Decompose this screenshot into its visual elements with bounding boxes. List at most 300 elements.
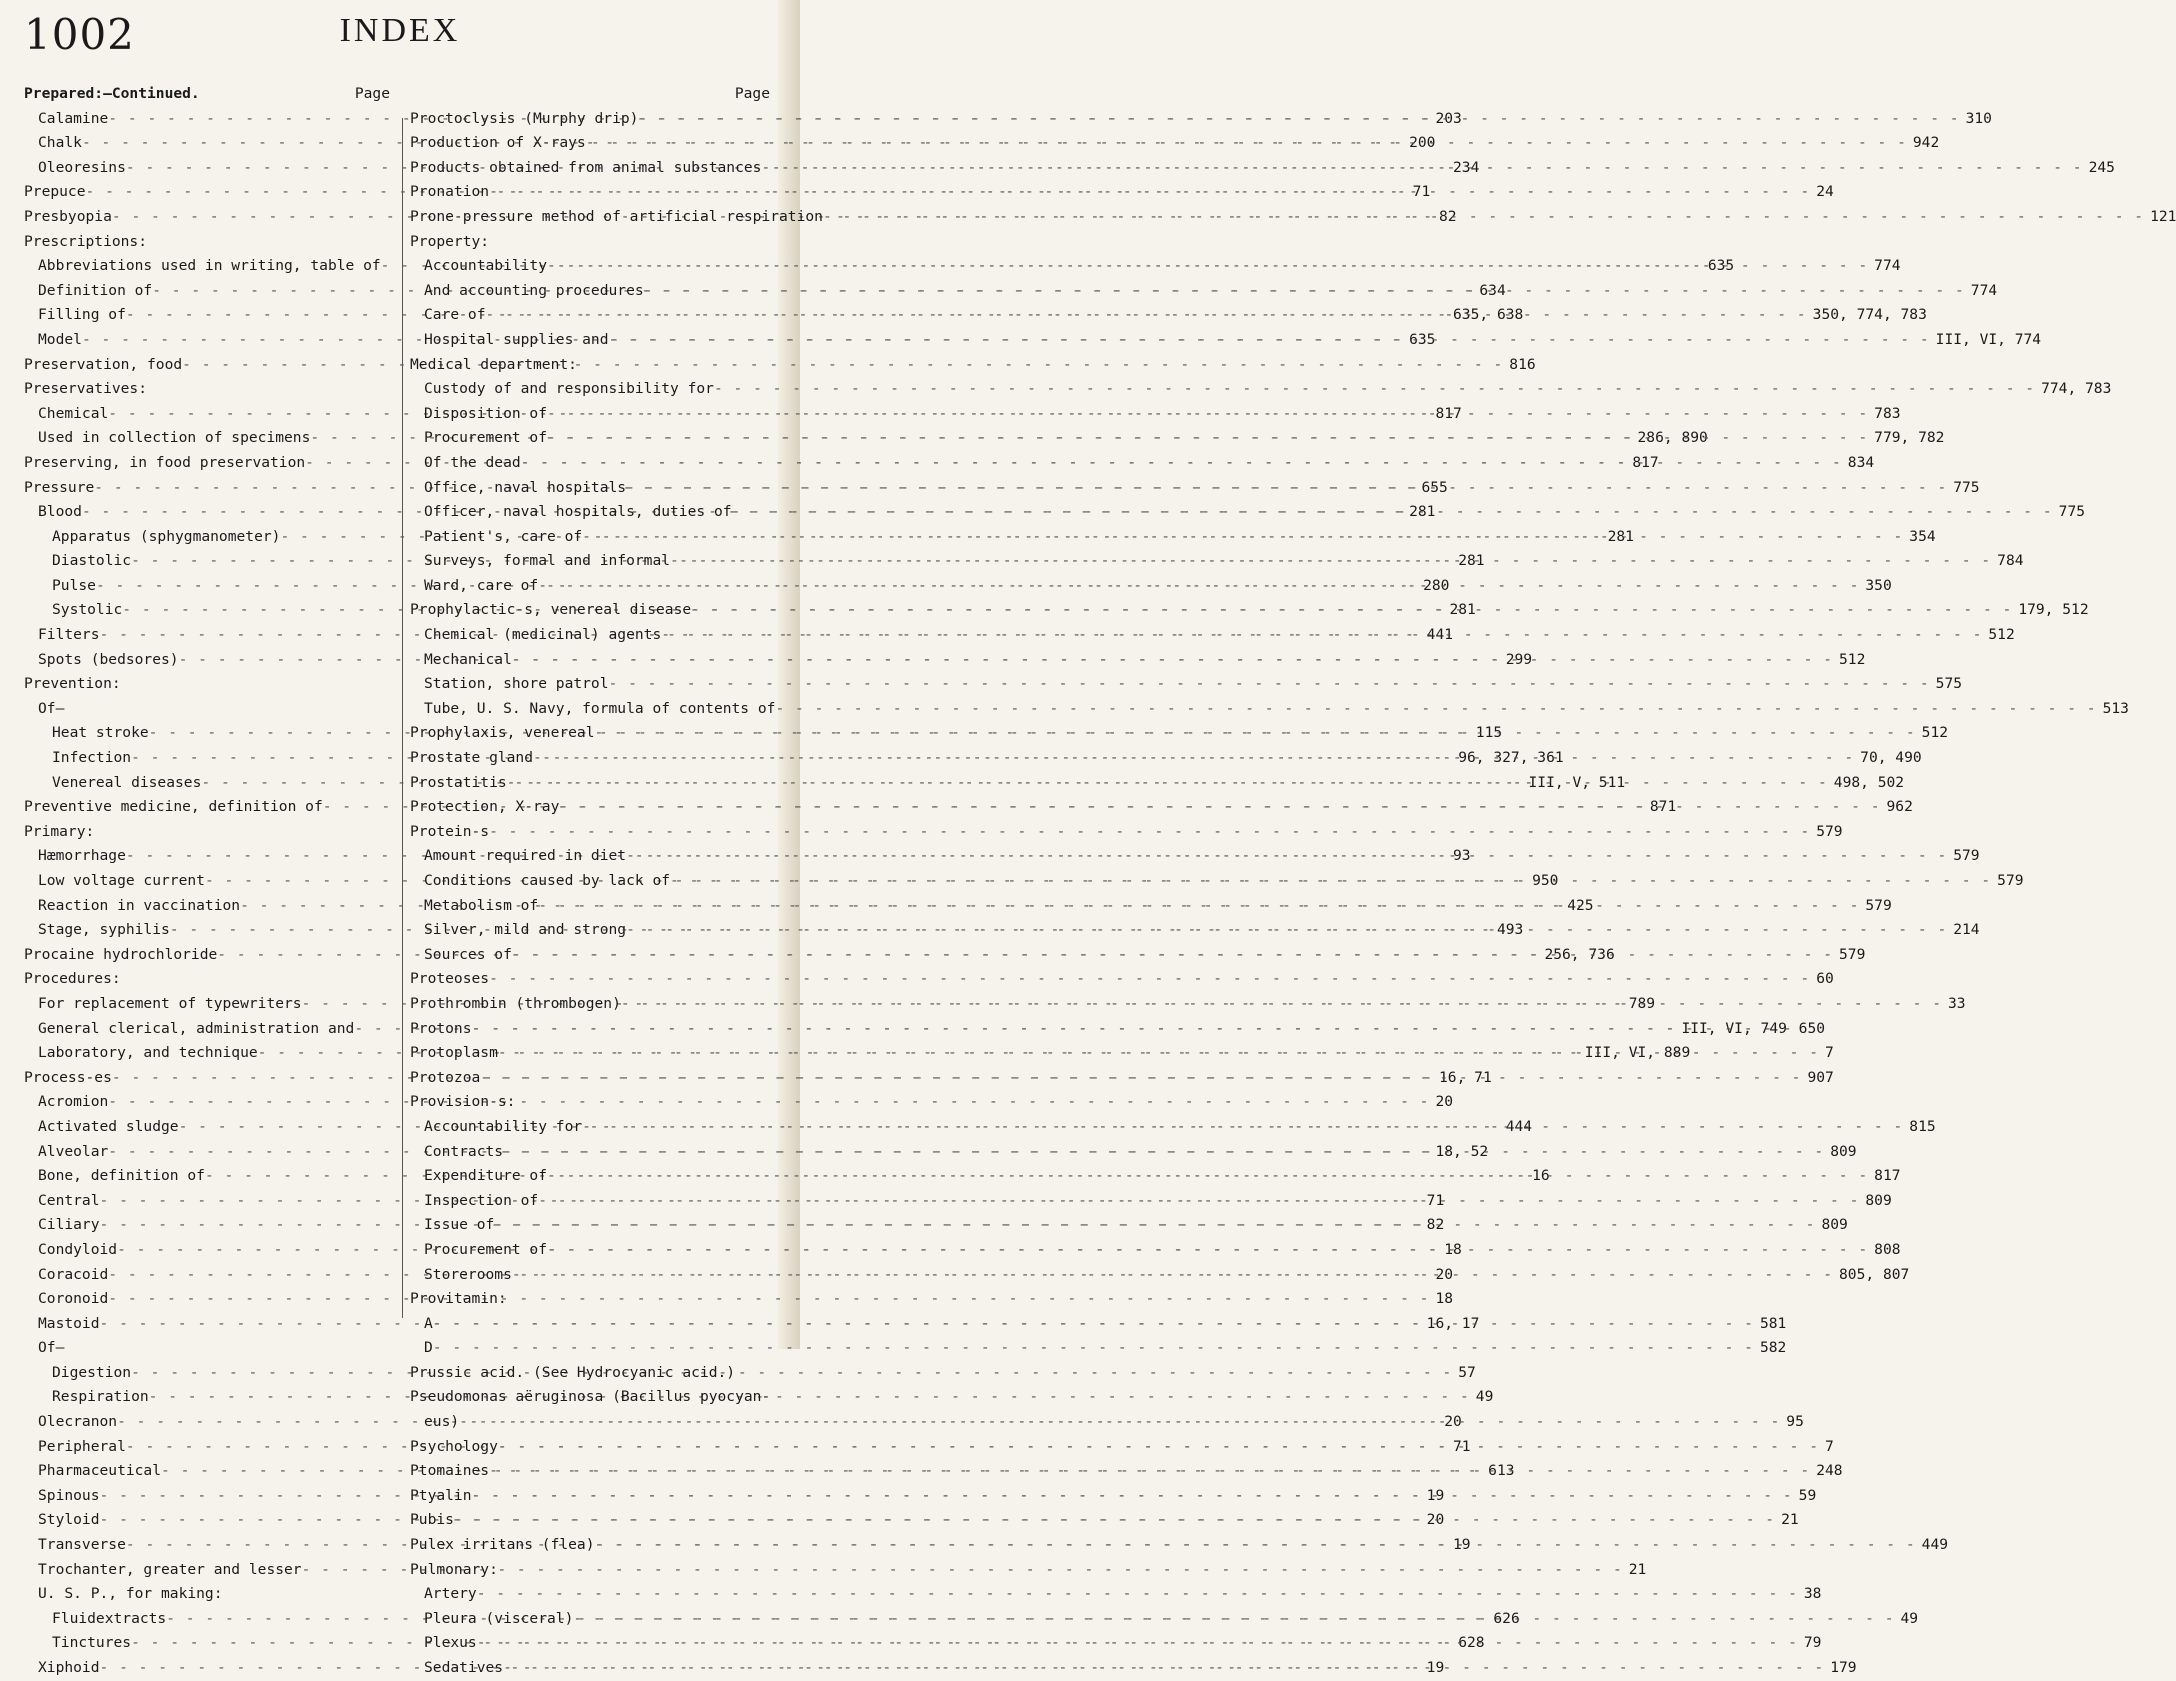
- entry-term: Psychology: [410, 1437, 498, 1455]
- dot-leader: [480, 1066, 1801, 1091]
- dot-leader: [547, 402, 1868, 427]
- entry-page-refs: 234: [1453, 158, 1480, 176]
- index-entry: [410, 1385, 770, 1410]
- entry-term: Coracoid: [38, 1265, 109, 1283]
- entry-page-refs: 579: [1816, 822, 1843, 840]
- entry-page-refs: 24: [1816, 183, 1834, 201]
- dot-leader: [761, 156, 2082, 181]
- entry-term: Reaction in vaccination: [38, 896, 241, 914]
- entry-page-refs: 38: [1803, 1585, 1822, 1603]
- index-entry: [410, 820, 1843, 845]
- dot-leader: [512, 1263, 1833, 1288]
- index-entry: [24, 820, 390, 845]
- dot-leader: [489, 180, 1810, 205]
- entry-term: Primary:: [24, 822, 95, 840]
- entry-term: Peripheral: [38, 1437, 126, 1455]
- entry-term: Bone, definition of: [38, 1167, 205, 1185]
- entry-term: Officer, naval hospitals, duties of: [424, 503, 732, 521]
- dot-leader: [433, 1312, 1754, 1337]
- entry-term: Pressure: [24, 478, 95, 496]
- entry-page-refs: 815: [1909, 1117, 1936, 1135]
- entry-page-refs: 582: [1759, 1339, 1787, 1357]
- entry-term: U. S. P., for making:: [38, 1585, 223, 1603]
- entry-page-refs: 817: [1874, 1167, 1901, 1185]
- entry-page-refs: III, V, 511: [1528, 773, 1626, 791]
- dot-leader: [533, 746, 1854, 771]
- entry-page-refs: 33: [1948, 994, 1966, 1012]
- entry-page-refs: 7: [1825, 1044, 1834, 1062]
- entry-page-refs: 203: [1435, 109, 1462, 127]
- dot-leader: [477, 1582, 1798, 1607]
- entry-term: Used in collection of specimens: [38, 429, 311, 447]
- entry-page-refs: 817: [1632, 453, 1659, 471]
- dot-leader: [538, 574, 1859, 599]
- entry-term: Pronation: [410, 183, 490, 201]
- entry-term: Surveys, formal and informal: [424, 552, 671, 570]
- entry-term: Ptomaines: [410, 1462, 490, 1480]
- entry-page-refs: 449: [1921, 1536, 1949, 1554]
- entry-page-refs: 871: [1649, 798, 1677, 816]
- entry-page-refs: 79: [1803, 1634, 1822, 1652]
- entry-page-refs: 96, 327, 361: [1458, 749, 1564, 767]
- entry-page-refs: 286, 890: [1637, 429, 1708, 447]
- dot-leader: [149, 1385, 1470, 1410]
- dot-leader: [489, 1459, 1810, 1484]
- entry-page-refs: 71: [1426, 1191, 1445, 1209]
- entry-term: Olecranon: [38, 1413, 118, 1431]
- entry-term: Pleura (visceral): [424, 1609, 574, 1627]
- dot-leader: [459, 1410, 1780, 1435]
- dot-leader: [472, 1484, 1793, 1509]
- entry-term: Office, naval hospitals: [424, 478, 627, 496]
- entry-page-refs: 579: [1997, 872, 2024, 889]
- page-column-label: Page: [734, 85, 770, 102]
- entry-term: Pulse: [52, 576, 96, 594]
- dot-leader: [582, 1115, 1903, 1140]
- entry-term: Respiration: [52, 1388, 149, 1406]
- dot-leader: [182, 353, 1503, 378]
- entry-term: Condyloid: [38, 1240, 118, 1258]
- entry-term: Oleoresins: [38, 158, 126, 176]
- entry-term: Systolic: [52, 601, 123, 619]
- entry-page-refs: 18, 52: [1435, 1142, 1489, 1160]
- entry-term: Pulex irritans (flea): [410, 1536, 595, 1554]
- entry-term: Proctoclysis (Murphy drip): [410, 109, 639, 127]
- entry-page-refs: 20: [1444, 1413, 1462, 1431]
- entry-page-refs: 20: [1435, 1093, 1454, 1111]
- entry-term: Preserving, in food preservation: [24, 453, 306, 471]
- entry-page-refs: 21: [1628, 1560, 1647, 1578]
- entry-term: Inspection of: [424, 1191, 539, 1209]
- entry-page-refs: 789: [1628, 994, 1656, 1012]
- entry-page-refs: 59: [1798, 1486, 1817, 1504]
- dot-leader: [626, 844, 1947, 869]
- entry-page-refs: 579: [1865, 896, 1892, 914]
- entry-term: Proteoses: [410, 970, 490, 988]
- entry-term: Definition of: [38, 281, 153, 299]
- entry-term: Procedures:: [24, 970, 121, 988]
- dot-leader: [644, 279, 1965, 304]
- entry-term: Chalk: [38, 134, 82, 152]
- entry-term: Ward, care of: [424, 576, 539, 594]
- entry-page-refs: 299: [1505, 650, 1533, 668]
- entry-page-refs: 775: [1953, 478, 1980, 496]
- entry-term: Medical department:: [410, 355, 577, 373]
- entry-term: Artery: [424, 1585, 477, 1603]
- entry-term: Tinctures: [52, 1634, 132, 1652]
- entry-page-refs: 19: [1426, 1486, 1445, 1504]
- entry-term: Low voltage current: [38, 872, 205, 889]
- entry-term: Activated sludge: [38, 1117, 179, 1135]
- entry-term: Disposition of: [424, 404, 548, 422]
- dot-leader: [547, 1164, 1868, 1189]
- entry-page-refs: 21: [1781, 1511, 1799, 1529]
- entry-page-refs: III, VI, 774: [1935, 330, 2042, 348]
- entry-term: Prostate gland: [410, 749, 534, 767]
- entry-page-refs: 779, 782: [1874, 429, 1945, 447]
- entry-page-refs: 512: [1839, 650, 1866, 668]
- entry-term: Mastoid: [38, 1314, 100, 1332]
- entry-page-refs: 628: [1458, 1634, 1485, 1652]
- index-entry: [410, 1287, 770, 1312]
- entry-page-refs: 579: [1953, 847, 1980, 865]
- entry-page-refs: 19: [1426, 1659, 1445, 1676]
- entry-page-refs: 808: [1874, 1240, 1901, 1258]
- entry-term: Preventive medicine, definition of: [24, 798, 323, 816]
- entry-term: Stage, syphilis: [38, 921, 170, 939]
- entry-page-refs: 281: [1409, 503, 1436, 521]
- entry-term: Chemical (medicinal) agents: [424, 626, 662, 644]
- dot-leader: [547, 426, 1868, 451]
- entry-term: Calamine: [38, 109, 109, 127]
- entry-term: Custody of and responsibility for: [424, 380, 714, 398]
- entry-term: A: [424, 1314, 433, 1332]
- entry-term: Filters: [38, 626, 100, 644]
- entry-page-refs: 16: [1532, 1167, 1550, 1185]
- entry-term: Metabolism of: [424, 896, 539, 914]
- entry-page-refs: 655: [1421, 478, 1448, 496]
- dot-leader: [538, 894, 1859, 919]
- entry-page-refs: 281: [1449, 601, 1476, 619]
- entry-term: Conditions caused by lack of: [424, 872, 671, 889]
- index-entry: [410, 1090, 770, 1115]
- dot-leader: [538, 1189, 1859, 1214]
- index-entry: [410, 672, 1963, 697]
- entry-term: Diastolic: [52, 552, 132, 570]
- entry-page-refs: 775: [2058, 503, 2086, 521]
- entry-term: Protein-s: [410, 822, 490, 840]
- entry-term: Prothrombin (thrombogen): [410, 994, 621, 1012]
- entry-term: Blood: [38, 503, 82, 521]
- entry-page-refs: 20: [1435, 1265, 1454, 1283]
- entry-term: Accountability for: [424, 1117, 583, 1135]
- entry-term: Xiphoid: [38, 1659, 100, 1676]
- entry-term: Preservatives:: [24, 380, 148, 398]
- entry-term: Pseudomonas aëruginosa (Bacillus pyocyan-: [410, 1388, 771, 1406]
- entry-page-refs: 635: [1409, 330, 1436, 348]
- dot-leader: [609, 328, 1930, 353]
- entry-page-refs: 350, 774, 783: [1812, 306, 1927, 324]
- entry-page-refs: 354: [1909, 527, 1936, 545]
- dot-leader: [131, 1361, 1452, 1386]
- index-entry: [24, 377, 390, 402]
- entry-page-refs: 575: [1935, 675, 1963, 693]
- dot-leader: [670, 869, 1991, 894]
- entry-page-refs: 962: [1886, 798, 1913, 816]
- entry-term: Alveolar: [38, 1142, 109, 1160]
- entry-term: Provision-s:: [410, 1093, 516, 1111]
- index-entry: [410, 230, 770, 255]
- entry-page-refs: 19: [1453, 1536, 1471, 1554]
- entry-page-refs: 774: [1874, 257, 1901, 275]
- entry-page-refs: 245: [2088, 158, 2115, 176]
- entry-term: Ciliary: [38, 1216, 100, 1234]
- entry-term: Provitamin:: [410, 1290, 507, 1308]
- entry-page-refs: 179: [1830, 1659, 1857, 1676]
- index-entry: [24, 672, 390, 697]
- entry-term: Tube, U. S. Navy, formula of contents of: [424, 699, 776, 717]
- dot-leader: [638, 107, 1959, 132]
- index-entry: [24, 967, 390, 992]
- entry-page-refs: 256, 736: [1544, 945, 1615, 963]
- entry-page-refs: 71: [1453, 1437, 1471, 1455]
- index-entry: [410, 1361, 770, 1386]
- continued-heading: Prepared:—Continued.: [24, 85, 200, 102]
- entry-page-refs: 774: [1970, 281, 1998, 299]
- dot-leader: [775, 697, 2096, 722]
- entry-page-refs: 70, 490: [1860, 749, 1922, 767]
- entry-page-refs: 95: [1786, 1413, 1804, 1431]
- entry-page-refs: 581: [1759, 1314, 1787, 1332]
- entry-page-refs: 7: [1825, 1437, 1834, 1455]
- dot-leader: [609, 672, 1930, 697]
- index-entry: [410, 1336, 1787, 1361]
- entry-term: Pubis: [410, 1511, 454, 1529]
- dot-leader: [670, 549, 1991, 574]
- entry-page-refs: 18: [1444, 1240, 1462, 1258]
- entry-page-refs: 493: [1496, 921, 1524, 939]
- entry-term: Amount required in diet: [424, 847, 627, 865]
- entry-term: Production of X-rays: [410, 134, 586, 152]
- entry-page-refs: 425: [1567, 896, 1594, 914]
- entry-term: Pulmonary:: [410, 1560, 498, 1578]
- entry-page-refs: 82: [1439, 207, 1457, 225]
- page-number: 1002: [24, 10, 135, 59]
- entry-page-refs: 60: [1816, 970, 1834, 988]
- entry-term: Spots (bedsores): [38, 650, 179, 668]
- index-entry: [24, 230, 390, 255]
- dot-leader: [626, 476, 1947, 501]
- dot-leader: [732, 500, 2053, 525]
- entry-term: Apparatus (sphygmanometer): [52, 527, 281, 545]
- entry-term: Spinous: [38, 1486, 100, 1504]
- entry-term: Digestion: [52, 1363, 132, 1381]
- entry-term: Prophylactic-s, venereal disease: [410, 601, 692, 619]
- entry-page-refs: 809: [1821, 1216, 1848, 1234]
- entry-term: Silver, mild and strong: [424, 921, 627, 939]
- entry-term: Protoplasm: [410, 1044, 498, 1062]
- index-entry: [24, 1336, 390, 1361]
- entry-page-refs: 121: [2150, 207, 2176, 225]
- entry-term: General clerical, administration and: [38, 1019, 355, 1037]
- entry-term: Protozoa: [410, 1068, 481, 1086]
- dot-leader: [454, 1508, 1775, 1533]
- entry-page-refs: 942: [1912, 134, 1940, 152]
- entry-page-refs: 280: [1423, 576, 1450, 594]
- entry-term: Preservation, food: [24, 355, 183, 373]
- index-entry: [410, 377, 2112, 402]
- entry-term: D: [424, 1339, 433, 1357]
- entry-term: Prophylaxis, venereal: [410, 724, 595, 742]
- entry-page-refs: 444: [1505, 1117, 1533, 1135]
- dot-leader: [626, 918, 1947, 943]
- entry-page-refs: 71: [1412, 183, 1431, 201]
- entry-page-refs: 16, 17: [1426, 1314, 1480, 1332]
- entry-page-refs: 783: [1874, 404, 1901, 422]
- entry-term: Presbyopia: [24, 207, 112, 225]
- entry-term: Storerooms: [424, 1265, 512, 1283]
- dot-leader: [621, 992, 1942, 1017]
- index-entry: [24, 1582, 390, 1607]
- entry-page-refs: 350: [1865, 576, 1892, 594]
- dot-leader: [494, 1213, 1815, 1238]
- entry-page-refs: 57: [1458, 1363, 1476, 1381]
- entry-page-refs: 834: [1847, 453, 1875, 471]
- entry-page-refs: 809: [1865, 1191, 1892, 1209]
- entry-page-refs: 281: [1458, 552, 1485, 570]
- entry-page-refs: 115: [1475, 724, 1503, 742]
- entry-page-refs: 817: [1435, 404, 1462, 422]
- entry-page-refs: 513: [2102, 699, 2129, 717]
- entry-term: eus): [424, 1413, 460, 1431]
- entry-page-refs: 907: [1807, 1068, 1834, 1086]
- index-entry: [410, 1582, 1822, 1607]
- entry-term: Hospital supplies and: [424, 330, 609, 348]
- dot-leader: [521, 451, 1842, 476]
- entry-term: Procurement of: [424, 1240, 548, 1258]
- entry-term: Prevention:: [24, 675, 121, 693]
- entry-page-refs: 816: [1509, 355, 1536, 373]
- entry-term: Styloid: [38, 1511, 100, 1529]
- entry-term: Filling of: [38, 306, 126, 324]
- entry-term: Process-es: [24, 1068, 112, 1086]
- entry-term: Heat stroke: [52, 724, 149, 742]
- entry-term: Expenditure of: [424, 1167, 548, 1185]
- right-column-spacer: [410, 82, 735, 107]
- index-entry: [24, 697, 390, 722]
- entry-page-refs: 613: [1488, 1462, 1515, 1480]
- dot-leader: [823, 205, 2144, 230]
- entry-page-refs: 214: [1953, 921, 1980, 939]
- dot-leader: [586, 131, 1907, 156]
- entry-page-refs: 82: [1426, 1216, 1445, 1234]
- entry-page-refs: 49: [1900, 1609, 1919, 1627]
- dot-leader: [503, 1656, 1824, 1681]
- dot-leader: [486, 303, 1807, 328]
- page-column-label: Page: [354, 85, 390, 102]
- entry-term: Prussic acid. (See Hydrocyanic acid.): [410, 1363, 736, 1381]
- entry-term: Chemical: [38, 404, 109, 422]
- dot-leader: [507, 771, 1828, 796]
- entry-page-refs: 16, 71: [1439, 1068, 1492, 1086]
- entry-term: Fluidextracts: [52, 1609, 167, 1627]
- dot-leader: [661, 623, 1982, 648]
- entry-term: Of the dead: [424, 453, 521, 471]
- left-column-header: [24, 82, 390, 107]
- entry-page-refs: 93: [1453, 847, 1471, 865]
- entry-term: Care of: [424, 306, 486, 324]
- page-title: INDEX: [339, 12, 461, 49]
- entry-term: Station, shore patrol: [424, 675, 609, 693]
- dot-leader: [595, 1533, 1916, 1558]
- entry-term: Prone-pressure method of artificial respiration: [410, 207, 823, 225]
- entry-page-refs: 310: [1965, 109, 1992, 127]
- entry-page-refs: 774, 783: [2041, 380, 2112, 398]
- entry-page-refs: 784: [1997, 552, 2024, 570]
- entry-page-refs: 512: [1921, 724, 1949, 742]
- entry-page-refs: 248: [1816, 1462, 1843, 1480]
- entry-page-refs: 635, 638: [1453, 306, 1524, 324]
- entry-page-refs: 805, 807: [1839, 1265, 1910, 1283]
- index-entry: [410, 697, 2129, 722]
- entry-page-refs: 626: [1493, 1609, 1520, 1627]
- entry-term: Abbreviations used in writing, table of: [38, 257, 381, 275]
- dot-leader: [512, 648, 1833, 673]
- entry-page-refs: 950: [1532, 872, 1559, 889]
- entry-page-refs: 18: [1435, 1290, 1454, 1308]
- entry-term: Protons: [410, 1019, 472, 1037]
- entry-term: For replacement of typewriters: [38, 994, 302, 1012]
- entry-term: Property:: [410, 232, 490, 250]
- entry-term: Plexus: [424, 1634, 477, 1652]
- entry-page-refs: 635: [1707, 257, 1735, 275]
- dot-leader: [498, 1435, 1819, 1460]
- entry-term: Hæmorrhage: [38, 847, 126, 865]
- index-entry: [410, 967, 1834, 992]
- dot-leader: [714, 377, 2035, 402]
- entry-term: Venereal diseases: [52, 773, 202, 791]
- dot-leader: [595, 721, 1916, 746]
- index-entry: [410, 353, 770, 378]
- entry-page-refs: 512: [1988, 626, 2015, 644]
- dot-leader: [573, 1607, 1894, 1632]
- entry-term: Protection, X-ray: [410, 798, 560, 816]
- entry-term: Laboratory, and technique: [38, 1044, 258, 1062]
- entry-term: Trochanter, greater and lesser: [38, 1560, 302, 1578]
- entry-term: Acromion: [38, 1093, 109, 1111]
- entry-term: Ptyalin: [410, 1486, 472, 1504]
- dot-leader: [433, 1336, 1754, 1361]
- entry-page-refs: 179, 512: [2018, 601, 2089, 619]
- entry-page-refs: 441: [1426, 626, 1454, 644]
- entry-term: Mechanical: [424, 650, 512, 668]
- entry-page-refs: 49: [1475, 1388, 1494, 1406]
- entry-page-refs: 281: [1607, 527, 1634, 545]
- entry-term: Products obtained from animal substances: [410, 158, 762, 176]
- dot-leader: [547, 254, 1868, 279]
- entry-page-refs: III, VI, 749: [1681, 1019, 1787, 1037]
- entry-term: And accounting procedures: [424, 281, 644, 299]
- dot-leader: [498, 1041, 1819, 1066]
- entry-page-refs: III, VI, 889: [1584, 1044, 1691, 1062]
- entry-page-refs: 634: [1479, 281, 1506, 299]
- dot-leader: [691, 598, 2012, 623]
- dot-leader: [559, 795, 1880, 820]
- dot-leader: [472, 1017, 1793, 1042]
- entry-term: Of—: [38, 699, 65, 717]
- entry-term: Transverse: [38, 1536, 126, 1554]
- entry-page-refs: 498, 502: [1833, 773, 1905, 791]
